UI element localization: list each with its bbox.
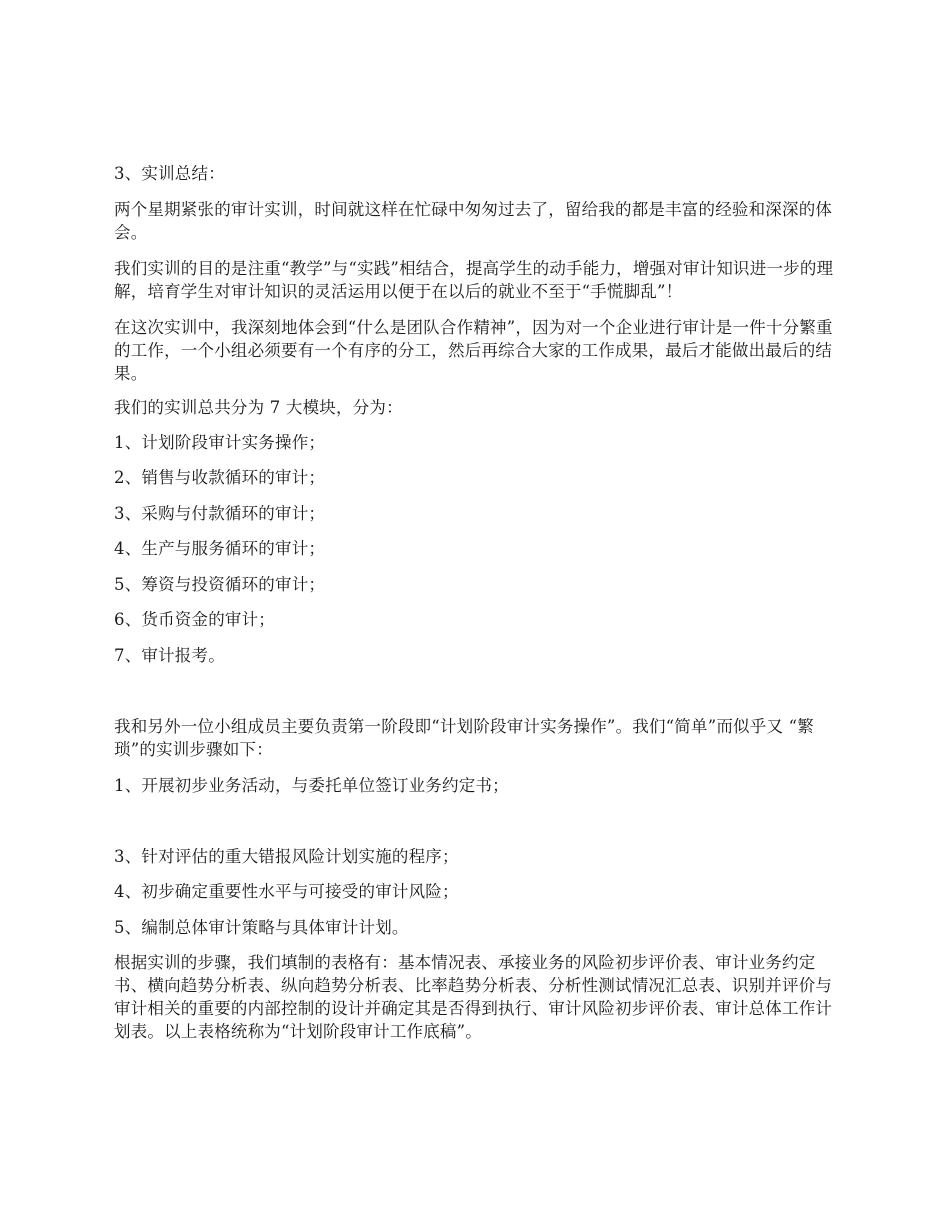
paragraph-forms: 根据实训的步骤，我们填制的表格有：基本情况表、承接业务的风险初步评价表、审计业务约定书、横向趋势分析表、纵向趋势分析表、比率趋势分析表、分析性测试情况汇总表、识别并评价与审计相关的重要的内部控制的设计并确定其是否得到执行、审计风险初步评价表、审计总体工作计划表。以上表格统称为“计划阶段审计工作底稿”。 [114,953,833,1041]
list-item: 2、销售与收款循环的审计； [114,468,326,487]
list-item: 4、初步确定重要性水平与可接受的审计风险； [114,882,459,901]
list-item: 5、编制总体审计策略与具体审计计划。 [114,918,409,937]
list-item: 4、生产与服务循环的审计； [114,539,326,558]
list-item: 7、审计报考。 [114,646,225,665]
section-heading: 3、实训总结： [114,164,225,183]
list-item: 6、货币资金的审计； [114,610,275,629]
paragraph-teamwork: 在这次实训中，我深刻地体会到“什么是团队合作精神”，因为对一个企业进行审计是一件十分繁重的工作，一个小组必须要有一个有序的分工，然后再综合大家的工作成果，最后才能做出最后的结果。 [114,318,833,383]
paragraph-purpose: 我们实训的目的是注重“教学”与“实践”相结合，提高学生的动手能力，增强对审计知识进一步的理解，培育学生对审计知识的灵活运用以便于在以后的就业不至于“手慌脚乱”！ [114,259,834,301]
list-item: 1、开展初步业务活动，与委托单位签订业务约定书； [114,776,509,795]
list-item: 3、针对评估的重大错报风险计划实施的程序； [114,847,459,866]
paragraph-modules-intro: 我们的实训总共分为 7 大模块，分为： [114,398,403,417]
paragraph-intro: 两个星期紧张的审计实训，时间就这样在忙碌中匆匆过去了，留给我的都是丰富的经验和深深的体会。 [114,200,833,242]
paragraph-steps-intro: 我和另外一位小组成员主要负责第一阶段即“计划阶段审计实务操作”。我们“简单”而似乎又 “繁琐”的实训步骤如下： [114,717,814,759]
list-item: 5、筹资与投资循环的审计； [114,575,326,594]
list-item: 1、计划阶段审计实务操作； [114,433,326,452]
list-item: 3、采购与付款循环的审计； [114,504,326,523]
